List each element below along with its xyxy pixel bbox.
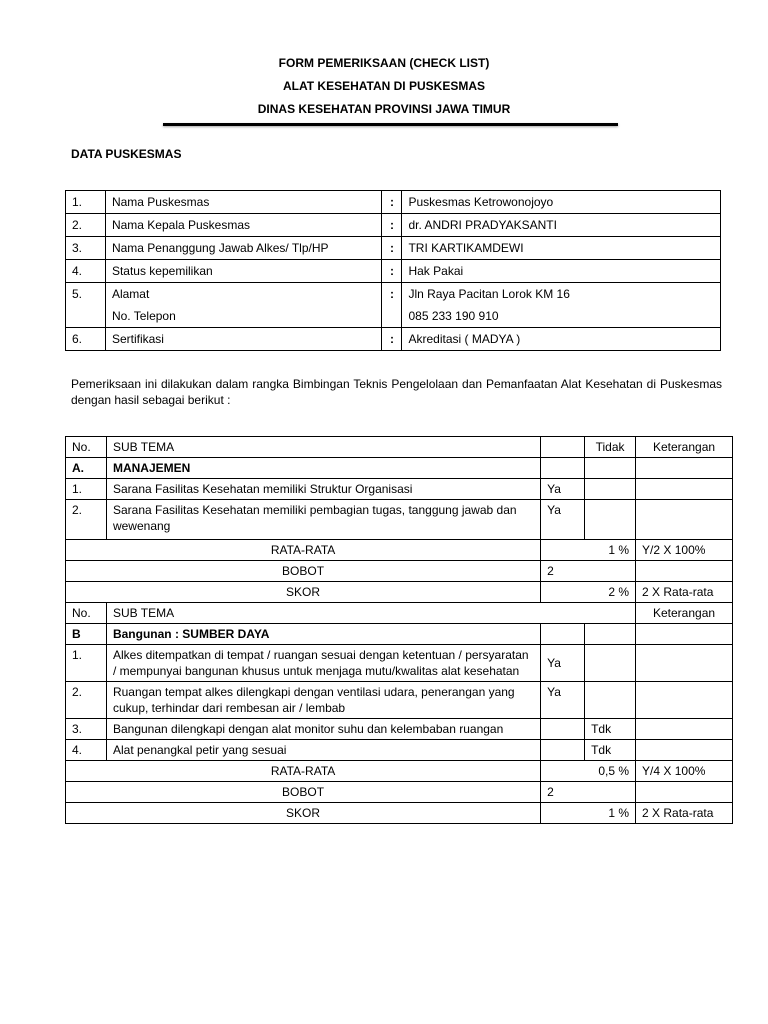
row-number: 6.: [66, 328, 106, 351]
data-row: [66, 191, 721, 214]
checklist-item: [66, 682, 733, 719]
phone-value: 085 233 190 910: [408, 309, 499, 323]
skor-label: SKOR: [66, 582, 541, 603]
checklist-item: [66, 500, 733, 540]
header-line-2: ALAT KESEHATAN DI PUSKESMAS: [282, 79, 485, 93]
table-header-row: [66, 603, 733, 624]
item-keterangan: [636, 740, 733, 761]
header-no: No.: [66, 437, 107, 458]
item-text: Sarana Fasilitas Kesehatan memiliki Struktur Organisasi: [106, 479, 540, 500]
empty-cell: [636, 624, 733, 645]
bobot-row: [66, 561, 733, 582]
checklist-item: [66, 719, 733, 740]
header-divider: [163, 123, 618, 126]
item-text: Bangunan dilengkapi dengan alat monitor suhu dan kelembaban ruangan: [106, 719, 540, 740]
field-value: Hak Pakai: [402, 260, 721, 283]
item-keterangan: [636, 645, 733, 682]
address-label: Alamat: [111, 287, 150, 301]
data-row: [66, 214, 721, 237]
checklist-item: [66, 645, 733, 682]
section-code: A.: [66, 458, 107, 479]
rata-rata-row: [66, 540, 733, 561]
rata-rata-value: 1 %: [541, 540, 636, 561]
header-keterangan: Keterangan: [636, 603, 733, 624]
skor-row: [66, 803, 733, 824]
checklist-item: [66, 479, 733, 500]
header-keterangan: Keterangan: [636, 437, 733, 458]
item-ya: Ya: [541, 682, 585, 719]
section-title: MANAJEMEN: [106, 458, 540, 479]
colon-separator: :: [382, 191, 402, 214]
rata-rata-value: 0,5 %: [541, 761, 636, 782]
checklist-table: [65, 436, 733, 824]
rata-rata-note: Y/4 X 100%: [636, 761, 733, 782]
puskesmas-data-table: [65, 190, 721, 351]
item-text: Ruangan tempat alkes dilengkapi dengan ventilasi udara, penerangan yang cukup, terhindar dari rembesan air / lembab: [106, 682, 540, 719]
skor-note: 2 X Rata-rata: [636, 803, 733, 824]
data-row: [66, 237, 721, 260]
bobot-value: 2: [541, 561, 636, 582]
colon-separator: :: [382, 283, 402, 328]
section-title: DATA PUSKESMAS: [71, 147, 182, 161]
empty-cell: [636, 782, 733, 803]
item-ya: [541, 740, 585, 761]
empty-cell: [585, 458, 636, 479]
empty-cell: [636, 458, 733, 479]
row-number: 5.: [66, 283, 106, 328]
rata-rata-note: Y/2 X 100%: [636, 540, 733, 561]
field-label: Nama Puskesmas: [105, 191, 382, 214]
item-keterangan: [636, 479, 733, 500]
colon-separator: :: [382, 328, 402, 351]
bobot-label: BOBOT: [66, 782, 541, 803]
field-label: [105, 283, 382, 328]
item-text: Sarana Fasilitas Kesehatan memiliki pembagian tugas, tanggung jawab dan wewenang: [106, 500, 540, 540]
table-header-row: [66, 437, 733, 458]
item-number: 2.: [66, 500, 107, 540]
row-number: 1.: [66, 191, 106, 214]
empty-cell: [541, 458, 585, 479]
item-text: Alkes ditempatkan di tempat / ruangan sesuai dengan ketentuan / persyaratan / mempunyai bangunan khusus untuk menjaga mutu/kwalitas alat kesehatan: [106, 645, 540, 682]
header-line-1: FORM PEMERIKSAAN (CHECK LIST): [278, 56, 490, 70]
bobot-label: BOBOT: [66, 561, 541, 582]
item-keterangan: [636, 682, 733, 719]
item-number: 2.: [66, 682, 107, 719]
item-ya: [541, 719, 585, 740]
item-ya: Ya: [541, 645, 585, 682]
row-number: 4.: [66, 260, 106, 283]
empty-cell: [541, 624, 585, 645]
intro-paragraph: Pemeriksaan ini dilakukan dalam rangka Bimbingan Teknis Pengelolaan dan Pemanfaatan Alat Kesehatan di Puskesmas dengan hasil sebagai berikut :: [71, 377, 722, 407]
item-tidak: [585, 479, 636, 500]
field-value: Akreditasi ( MADYA ): [402, 328, 721, 351]
data-row: [66, 260, 721, 283]
colon-separator: :: [382, 214, 402, 237]
field-value: dr. ANDRI PRADYAKSANTI: [402, 214, 721, 237]
field-value: Puskesmas Ketrowonojoyo: [402, 191, 721, 214]
row-number: 2.: [66, 214, 106, 237]
skor-value: 2 %: [541, 582, 636, 603]
header-subtema: SUB TEMA: [106, 603, 635, 624]
header-subtema: SUB TEMA: [106, 437, 540, 458]
header-no: No.: [66, 603, 107, 624]
bobot-value: 2: [541, 782, 636, 803]
section-title: Bangunan : SUMBER DAYA: [106, 624, 540, 645]
field-label: Nama Kepala Puskesmas: [105, 214, 382, 237]
rata-rata-row: [66, 761, 733, 782]
skor-row: [66, 582, 733, 603]
header-line-3: DINAS KESEHATAN PROVINSI JAWA TIMUR: [257, 102, 511, 116]
item-tidak: [585, 682, 636, 719]
rata-rata-label: RATA-RATA: [66, 540, 541, 561]
item-tidak: [585, 645, 636, 682]
item-keterangan: [636, 500, 733, 540]
item-tidak: [585, 500, 636, 540]
item-keterangan: [636, 719, 733, 740]
skor-value: 1 %: [541, 803, 636, 824]
field-label: Status kepemilikan: [105, 260, 382, 283]
item-tidak: Tdk: [585, 719, 636, 740]
item-number: 1.: [66, 479, 107, 500]
section-code: B: [66, 624, 107, 645]
data-row: [66, 283, 721, 328]
rata-rata-label: RATA-RATA: [66, 761, 541, 782]
header-ya: [541, 437, 585, 458]
section-b-title-row: [66, 624, 733, 645]
colon-separator: :: [382, 260, 402, 283]
item-tidak: Tdk: [585, 740, 636, 761]
field-label: Sertifikasi: [105, 328, 382, 351]
checklist-item: [66, 740, 733, 761]
skor-label: SKOR: [66, 803, 541, 824]
header-tidak: Tidak: [585, 437, 636, 458]
phone-label: No. Telepon: [111, 309, 176, 323]
row-number: 3.: [66, 237, 106, 260]
bobot-row: [66, 782, 733, 803]
empty-cell: [636, 561, 733, 582]
item-number: 3.: [66, 719, 107, 740]
item-ya: Ya: [541, 479, 585, 500]
field-value: [402, 283, 721, 328]
item-text: Alat penangkal petir yang sesuai: [106, 740, 540, 761]
document-header: [0, 54, 768, 123]
colon-separator: :: [382, 237, 402, 260]
field-label: Nama Penanggung Jawab Alkes/ Tlp/HP: [105, 237, 382, 260]
skor-note: 2 X Rata-rata: [636, 582, 733, 603]
empty-cell: [585, 624, 636, 645]
item-ya: Ya: [541, 500, 585, 540]
item-number: 1.: [66, 645, 107, 682]
section-a-title-row: [66, 458, 733, 479]
item-number: 4.: [66, 740, 107, 761]
address-value: Jln Raya Pacitan Lorok KM 16: [408, 287, 570, 301]
data-row: [66, 328, 721, 351]
field-value: TRI KARTIKAMDEWI: [402, 237, 721, 260]
